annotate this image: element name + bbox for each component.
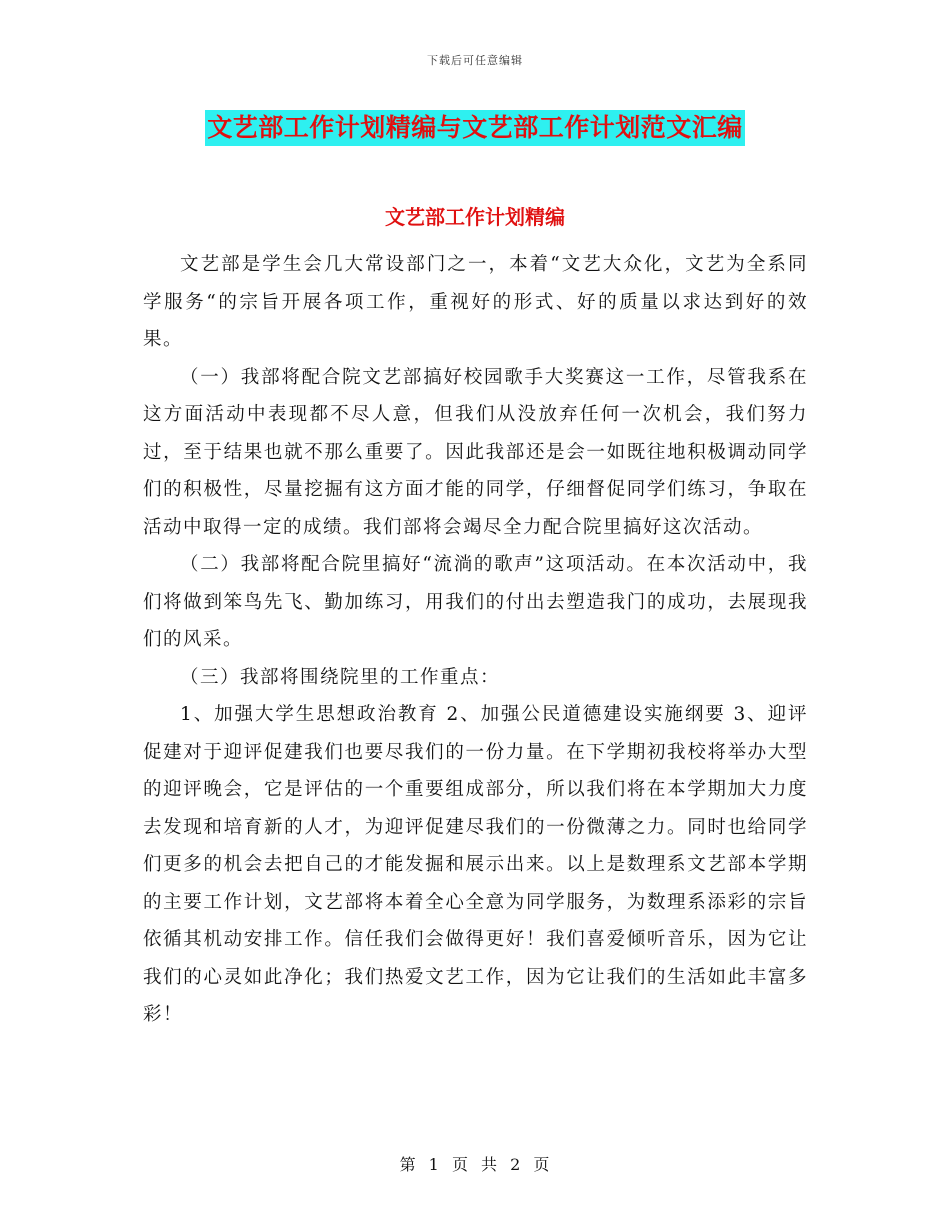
header-note: 下载后可任意编辑 bbox=[427, 54, 523, 67]
main-title-text: 文艺部工作计划精编与文艺部工作计划范文汇编 bbox=[205, 110, 745, 146]
paragraph-item-3-detail: 1、加强大学生思想政治教育 2、加强公民道德建设实施纲要 3、迎评促建对于迎评促建我们也要尽我们的一份力量。在下学期初我校将举办大型的迎评晚会，它是评估的一个重要组成部分，所以我们将在本学期加大力度去发现和培育新的人才，为迎评促建尽我们的一份微薄之力。同时也给同学们更多的机会去把自己的才能发掘和展示出来。以上是数理系文艺部本学期的主要工作计划，文艺部将本着全心全意为同学服务，为数理系添彩的宗旨依循其机动安排工作。信任我们会做得更好！我们喜爱倾听音乐，因为它让我们的心灵如此净化；我们热爱文艺工作，因为它让我们的生活如此丰富多彩！ bbox=[143, 704, 808, 1025]
document-main-title bbox=[0, 110, 950, 146]
paragraph-item-3: （三）我部将围绕院里的工作重点： bbox=[180, 666, 501, 688]
document-body bbox=[143, 246, 808, 1034]
section-title: 文艺部工作计划精编 bbox=[385, 205, 565, 229]
page-indicator: 第 1 页 共 2 页 bbox=[399, 1155, 551, 1174]
paragraph-item-1: （一）我部将配合院文艺部搞好校园歌手大奖赛这一工作，尽管我系在这方面活动中表现都不尽人意，但我们从没放弃任何一次机会，我们努力过，至于结果也就不那么重要了。因此我部还是会一如既往地积极调动同学们的积极性，尽量挖掘有这方面才能的同学，仔细督促同学们练习，争取在活动中取得一定的成绩。我们部将会竭尽全力配合院里搞好这次活动。 bbox=[143, 366, 808, 538]
paragraph-intro: 文艺部是学生会几大常设部门之一，本着“文艺大众化，文艺为全系同学服务“的宗旨开展各项工作，重视好的形式、好的质量以求达到好的效果。 bbox=[143, 254, 808, 350]
paragraph-item-2: （二）我部将配合院里搞好“流淌的歌声”这项活动。在本次活动中，我们将做到笨鸟先飞、勤加练习，用我们的付出去塑造我门的成功，去展现我们的风采。 bbox=[143, 554, 808, 650]
